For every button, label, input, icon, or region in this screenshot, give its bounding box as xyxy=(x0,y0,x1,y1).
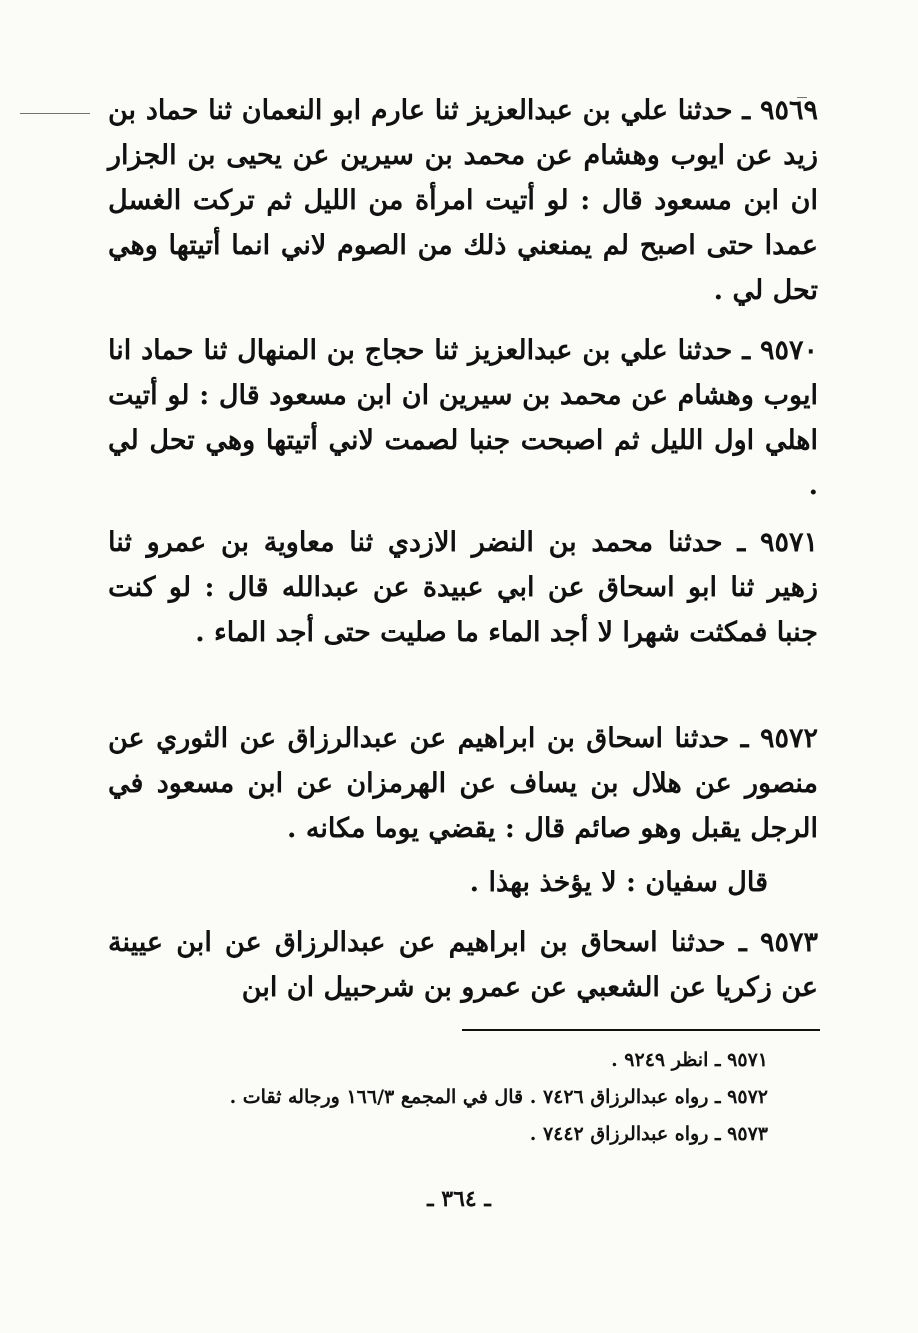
footnotes xyxy=(88,1042,768,1153)
hadith-9569 xyxy=(108,88,818,313)
hadith-9573 xyxy=(108,920,818,1010)
sufyan-note: قال سفيان : لا يؤخذ بهذا . xyxy=(469,867,768,898)
footnote-9572: ٩٥٧٢ ـ رواه عبدالرزاق ٧٤٢٦ . قال في المجمع ١٦٦/٣ ورجاله ثقات . xyxy=(229,1086,768,1108)
hadith-number: ٩٥٦٩ xyxy=(759,95,818,126)
footnote-9571: ٩٥٧١ ـ انظر ٩٢٤٩ . xyxy=(611,1049,768,1071)
hadith-text: حدثنا علي بن عبدالعزيز ثنا عارم ابو النعمان ثنا حماد بن زيد عن ايوب وهشام عن محمد بن سيرين عن يحيى بن الجزار ان ابن مسعود قال : لو أتيت امرأة من الليل ثم تركت الغسل عمدا حتى اصبح لم يمنعني ذلك من الصوم لاني انما أتيتها وهي تحل لي . xyxy=(108,95,818,306)
dash: ـ xyxy=(737,527,746,558)
dash: ـ xyxy=(740,723,749,754)
margin-mark-left xyxy=(20,113,90,114)
hadith-9570 xyxy=(108,328,818,508)
hadith-paragraph xyxy=(108,88,818,313)
hadith-number: ٩٥٧٣ xyxy=(759,927,818,958)
hadith-text: حدثنا علي بن عبدالعزيز ثنا حجاج بن المنهال ثنا حماد انا ايوب وهشام عن محمد بن سيرين ان ابن مسعود قال : لو أتيت اهلي اول الليل ثم اصبحت جنبا لصمت لاني أتيتها وهي تحل لي . xyxy=(108,335,818,501)
hadith-paragraph xyxy=(108,328,818,508)
footnote-9573: ٩٥٧٣ ـ رواه عبدالرزاق ٧٤٤٢ . xyxy=(529,1123,768,1145)
hadith-text: حدثنا محمد بن النضر الازدي ثنا معاوية بن عمرو ثنا زهير ثنا ابو اسحاق عن ابي عبيدة عن عبدالله قال : لو كنت جنبا فمكثت شهرا لا أجد الماء ما صليت حتى أجد الماء . xyxy=(108,527,818,648)
dash: ـ xyxy=(738,927,747,958)
hadith-text: حدثنا اسحاق بن ابراهيم عن عبدالرزاق عن الثوري عن منصور عن هلال بن يساف عن الهرمزان عن ابن مسعود في الرجل يقبل وهو صائم قال : يقضي يوما مكانه . xyxy=(108,723,818,844)
hadith-text: حدثنا اسحاق بن ابراهيم عن عبدالرزاق عن ابن عيينة عن زكريا عن الشعبي عن عمرو بن شرحبيل ان ابن xyxy=(108,927,818,1003)
page-number: ـ ٣٦٤ ـ xyxy=(427,1186,491,1212)
footnote-separator xyxy=(462,1029,820,1031)
hadith-number: ٩٥٧٢ xyxy=(759,723,818,754)
hadith-paragraph xyxy=(108,716,818,851)
hadith-number: ٩٥٧٠ xyxy=(759,335,818,366)
dash: ـ xyxy=(742,335,751,366)
hadith-number: ٩٥٧١ xyxy=(759,527,818,558)
hadith-paragraph xyxy=(108,520,818,655)
hadith-9572 xyxy=(108,716,818,851)
dash: ـ xyxy=(742,95,751,126)
hadith-9571 xyxy=(108,520,818,655)
hadith-paragraph xyxy=(108,920,818,1010)
